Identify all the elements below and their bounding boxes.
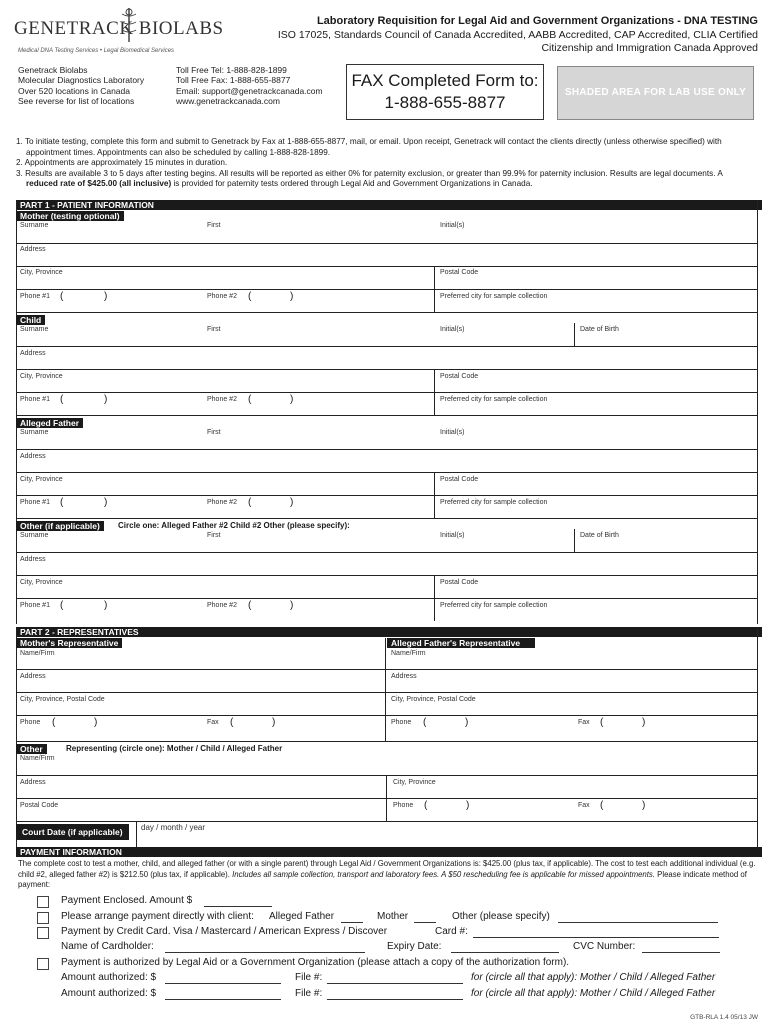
mrep-name-label: Name/Firm xyxy=(20,650,55,657)
rule xyxy=(16,392,758,393)
other-circle-options: Circle one: Alleged Father #2 Child #2 Other (please specify): xyxy=(118,521,350,530)
rule xyxy=(16,243,758,244)
father-rep-tab: Alleged Father's Representative xyxy=(387,638,535,648)
rule xyxy=(16,518,758,519)
locations-count: Over 520 locations in Canada xyxy=(18,85,130,96)
alleged-father-mark[interactable] xyxy=(341,912,363,923)
mother-surname-label: Surname xyxy=(20,222,49,229)
child-postal-label: Postal Code xyxy=(440,373,479,380)
rule xyxy=(16,692,758,693)
paren-close: ) xyxy=(104,497,108,508)
rule xyxy=(16,415,758,416)
company-logo xyxy=(14,8,224,60)
cvc-label: CVC Number: xyxy=(573,941,636,952)
mother-mark[interactable] xyxy=(414,912,436,923)
fax-label: FAX Completed Form to: xyxy=(351,71,539,90)
dna-helix-icon xyxy=(118,8,140,42)
paren-close: ) xyxy=(104,291,108,302)
website[interactable]: www.genetrackcanada.com xyxy=(176,95,280,106)
toll-free-fax: Toll Free Fax: 1-888-655-8877 xyxy=(176,75,291,86)
company-info xyxy=(18,65,144,106)
paren-open: ( xyxy=(230,717,234,728)
frep-name-label: Name/Firm xyxy=(391,650,426,657)
mother-address-label: Address xyxy=(20,246,46,253)
file-field-2[interactable] xyxy=(327,989,463,1000)
circle-all-2: for (circle all that apply): Mother / Child / Alleged Father xyxy=(471,988,716,999)
legal-aid-checkbox[interactable] xyxy=(37,958,49,970)
mother-pref-city-label: Preferred city for sample collection xyxy=(440,293,548,300)
lab-use-box: SHADED AREA FOR LAB USE ONLY xyxy=(557,66,754,120)
card-number-field[interactable] xyxy=(473,927,719,938)
paren-close: ) xyxy=(104,394,108,405)
father-phone1-label: Phone #1 xyxy=(20,499,50,506)
opt-other: Other (please specify) xyxy=(452,911,550,922)
paren-close: ) xyxy=(104,600,108,611)
amount-field[interactable] xyxy=(204,896,272,907)
rule-v xyxy=(574,529,575,552)
rule xyxy=(16,575,758,576)
mrep-phone-label: Phone xyxy=(20,719,41,726)
paren-open: ( xyxy=(60,291,64,302)
orep-phone-label: Phone xyxy=(393,802,414,809)
rule xyxy=(16,266,758,267)
other-first-label: First xyxy=(207,532,221,539)
child-pref-city-label: Preferred city for sample collection xyxy=(440,396,548,403)
paren-close: ) xyxy=(466,800,470,811)
other-city-label: City, Province xyxy=(20,579,63,586)
part1-header: PART 1 - PATIENT INFORMATION xyxy=(16,200,762,210)
credit-card-label: Payment by Credit Card. Visa / Mastercard / American Express / Discover xyxy=(61,926,388,937)
mrep-city-label: City, Province, Postal Code xyxy=(20,696,105,703)
amount-authorized-field-2[interactable] xyxy=(165,989,281,1000)
other-pref-city-label: Preferred city for sample collection xyxy=(440,602,548,609)
circle-all-1: for (circle all that apply): Mother / Child / Alleged Father xyxy=(471,972,716,983)
paren-open: ( xyxy=(248,600,252,611)
part2-header: PART 2 - REPRESENTATIVES xyxy=(16,627,762,637)
rule-v xyxy=(385,638,386,742)
frame-left xyxy=(16,627,17,847)
form-code: GTB-RLA 1.4 05/13 JW xyxy=(690,1014,758,1021)
frep-fax-label: Fax xyxy=(578,719,590,726)
paren-open: ( xyxy=(248,394,252,405)
contact-info xyxy=(176,65,323,106)
arrange-payment-checkbox[interactable] xyxy=(37,912,49,924)
paren-open: ( xyxy=(60,394,64,405)
email[interactable]: Email: support@genetrackcanada.com xyxy=(176,85,323,96)
expiry-field[interactable] xyxy=(451,942,559,953)
fax-number: 1-888-655-8877 xyxy=(384,93,506,112)
father-postal-label: Postal Code xyxy=(440,476,479,483)
amount-authorized-label-1: Amount authorized: $ xyxy=(61,972,157,983)
rule xyxy=(16,775,758,776)
father-pref-city-label: Preferred city for sample collection xyxy=(440,499,548,506)
child-city-label: City, Province xyxy=(20,373,63,380)
accreditations: ISO 17025, Standards Council of Canada Accredited, AABB Accredited, CAP Accredited, CLIA Certified xyxy=(277,28,758,41)
other-phone2-label: Phone #2 xyxy=(207,602,237,609)
child-initials-label: Initial(s) xyxy=(440,326,465,333)
orep-fax-label: Fax xyxy=(578,802,590,809)
child-address-label: Address xyxy=(20,350,46,357)
orep-city-label: City, Province xyxy=(393,779,436,786)
payment-header: PAYMENT INFORMATION xyxy=(16,847,762,857)
court-date-tab: Court Date (if applicable) xyxy=(16,824,129,840)
other-surname-label: Surname xyxy=(20,532,49,539)
paren-close: ) xyxy=(290,291,294,302)
rule-v xyxy=(434,472,435,518)
father-city-label: City, Province xyxy=(20,476,63,483)
other-address-label: Address xyxy=(20,556,46,563)
form-header xyxy=(278,15,758,56)
paren-open: ( xyxy=(423,717,427,728)
mother-city-label: City, Province xyxy=(20,269,63,276)
paren-close: ) xyxy=(94,717,98,728)
other-tab: Other (if applicable) xyxy=(16,521,104,531)
mother-first-label: First xyxy=(207,222,221,229)
arrange-payment-label: Please arrange payment directly with client: xyxy=(61,911,254,922)
father-initials-label: Initial(s) xyxy=(440,429,465,436)
fax-box xyxy=(346,64,544,120)
reverse-note: See reverse for list of locations xyxy=(18,95,135,106)
payment-enclosed-checkbox[interactable] xyxy=(37,896,49,908)
rule xyxy=(16,715,758,716)
other-phone1-label: Phone #1 xyxy=(20,602,50,609)
father-phone2-label: Phone #2 xyxy=(207,499,237,506)
other-rep-tab: Other xyxy=(16,744,47,754)
paren-close: ) xyxy=(290,600,294,611)
father-surname-label: Surname xyxy=(20,429,49,436)
orep-postal-label: Postal Code xyxy=(20,802,59,809)
card-number-label: Card #: xyxy=(435,926,468,937)
company-name: Genetrack Biolabs xyxy=(18,65,88,75)
rule xyxy=(16,598,758,599)
rule xyxy=(16,289,758,290)
credit-card-checkbox[interactable] xyxy=(37,927,49,939)
rule xyxy=(16,798,758,799)
father-address-label: Address xyxy=(20,453,46,460)
court-date-format: day / month / year xyxy=(141,823,206,832)
child-surname-label: Surname xyxy=(20,326,49,333)
rule xyxy=(16,346,758,347)
file-label-2: File #: xyxy=(295,988,323,999)
rule-v xyxy=(434,575,435,621)
child-tab: Child xyxy=(16,315,45,325)
paren-close: ) xyxy=(642,717,646,728)
frame-right xyxy=(757,200,758,624)
paren-open: ( xyxy=(248,291,252,302)
child-phone2-label: Phone #2 xyxy=(207,396,237,403)
frep-phone-label: Phone xyxy=(391,719,412,726)
logo-tagline: Medical DNA Testing Services • Legal Biomedical Services xyxy=(18,48,175,54)
frame-left xyxy=(16,200,17,624)
rule-v xyxy=(136,821,137,847)
lab-name: Molecular Diagnostics Laboratory xyxy=(18,75,145,86)
amount-authorized-label-2: Amount authorized: $ xyxy=(61,988,157,999)
mother-tab: Mother (testing optional) xyxy=(16,211,124,221)
approval-line: Citizenship and Immigration Canada Approved xyxy=(541,42,758,54)
paren-close: ) xyxy=(290,394,294,405)
paren-open: ( xyxy=(60,497,64,508)
child-phone1-label: Phone #1 xyxy=(20,396,50,403)
paren-open: ( xyxy=(424,800,428,811)
rule xyxy=(16,821,758,822)
payment-enclosed-label: Payment Enclosed. Amount $ xyxy=(61,895,193,906)
paren-close: ) xyxy=(290,497,294,508)
frep-city-label: City, Province, Postal Code xyxy=(391,696,476,703)
form-title: Laboratory Requisition for Legal Aid and Government Organizations - DNA TESTING xyxy=(316,15,758,27)
frep-address-label: Address xyxy=(391,673,417,680)
paren-close: ) xyxy=(642,800,646,811)
mother-rep-tab: Mother's Representative xyxy=(16,638,122,648)
paren-open: ( xyxy=(600,717,604,728)
paren-open: ( xyxy=(248,497,252,508)
orep-address-label: Address xyxy=(20,779,46,786)
payment-terms: The complete cost to test a mother, child, and alleged father (or with a single parent) through Legal Aid / Government Organizations is: $425.00 (plus tax, if applicable). The cost to test each additional individual (e.g. child #2, alleged father #2) is $212.50 (plus tax, if applicable). Includes all sample collection, transport and laboratory fees. A $50 rescheduling fee is applicable for missed appointments. Please indicate method of payment: xyxy=(18,859,756,889)
opt-mother: Mother xyxy=(377,911,409,922)
mother-phone1-label: Phone #1 xyxy=(20,293,50,300)
rule xyxy=(16,369,758,370)
father-first-label: First xyxy=(207,429,221,436)
paren-open: ( xyxy=(600,800,604,811)
file-label-1: File #: xyxy=(295,972,323,983)
mother-phone2-label: Phone #2 xyxy=(207,293,237,300)
rule xyxy=(16,312,758,313)
rule-v xyxy=(434,369,435,415)
other-specify-field[interactable] xyxy=(558,912,718,923)
orep-name-label: Name/Firm xyxy=(20,755,55,762)
rule xyxy=(16,741,758,742)
legal-aid-label: Payment is authorized by Legal Aid or a Government Organization (please attach a copy of the authorization form). xyxy=(61,957,570,968)
logo-text: GENETRACK BIOLABS xyxy=(14,18,224,39)
amount-authorized-field-1[interactable] xyxy=(165,973,281,984)
paren-open: ( xyxy=(52,717,56,728)
instructions xyxy=(16,137,756,190)
cvc-field[interactable] xyxy=(642,942,720,953)
other-postal-label: Postal Code xyxy=(440,579,479,586)
paren-close: ) xyxy=(272,717,276,728)
cardholder-field[interactable] xyxy=(165,942,365,953)
mother-postal-label: Postal Code xyxy=(440,269,479,276)
other-initials-label: Initial(s) xyxy=(440,532,465,539)
toll-free-tel: Toll Free Tel: 1-888-828-1899 xyxy=(176,65,287,75)
rule-v xyxy=(574,323,575,346)
instruction-1: 1. To initiate testing, complete this form and submit to Genetrack by Fax at 1-888-655-8877, mail, or email. Upon receipt, Genetrack will contact the clients directly (unless otherwise specified) with appointment times. Appointments can also be scheduled by calling 1-888-828-1899. xyxy=(16,137,722,157)
rule xyxy=(16,552,758,553)
child-first-label: First xyxy=(207,326,221,333)
instruction-3: 3. Results are available 3 to 5 days after testing begins. All results will be reported as either 0% for paternity exclusion, or greater than 99.9% for paternity inclusion. Results are legal documents. A reduced rate of $425.00 (all inclusive) is provided for paternity tests ordered through Legal Aid and Government Organizations in Canada. xyxy=(16,168,723,188)
other-dob-label: Date of Birth xyxy=(580,532,619,539)
father-tab: Alleged Father xyxy=(16,418,83,428)
child-dob-label: Date of Birth xyxy=(580,326,619,333)
mother-initials-label: Initial(s) xyxy=(440,222,465,229)
rule xyxy=(16,669,758,670)
representing-options: Representing (circle one): Mother / Child / Alleged Father xyxy=(66,744,283,753)
mrep-fax-label: Fax xyxy=(207,719,219,726)
rule xyxy=(16,449,758,450)
rule-v xyxy=(434,266,435,312)
cardholder-label: Name of Cardholder: xyxy=(61,941,154,952)
paren-close: ) xyxy=(465,717,469,728)
instruction-2: 2. Appointments are approximately 15 minutes in duration. xyxy=(16,158,228,167)
rule xyxy=(16,472,758,473)
mrep-address-label: Address xyxy=(20,673,46,680)
frame-right xyxy=(757,627,758,847)
rule xyxy=(16,495,758,496)
paren-open: ( xyxy=(60,600,64,611)
expiry-label: Expiry Date: xyxy=(387,941,442,952)
file-field-1[interactable] xyxy=(327,973,463,984)
opt-alleged-father: Alleged Father xyxy=(269,911,335,922)
